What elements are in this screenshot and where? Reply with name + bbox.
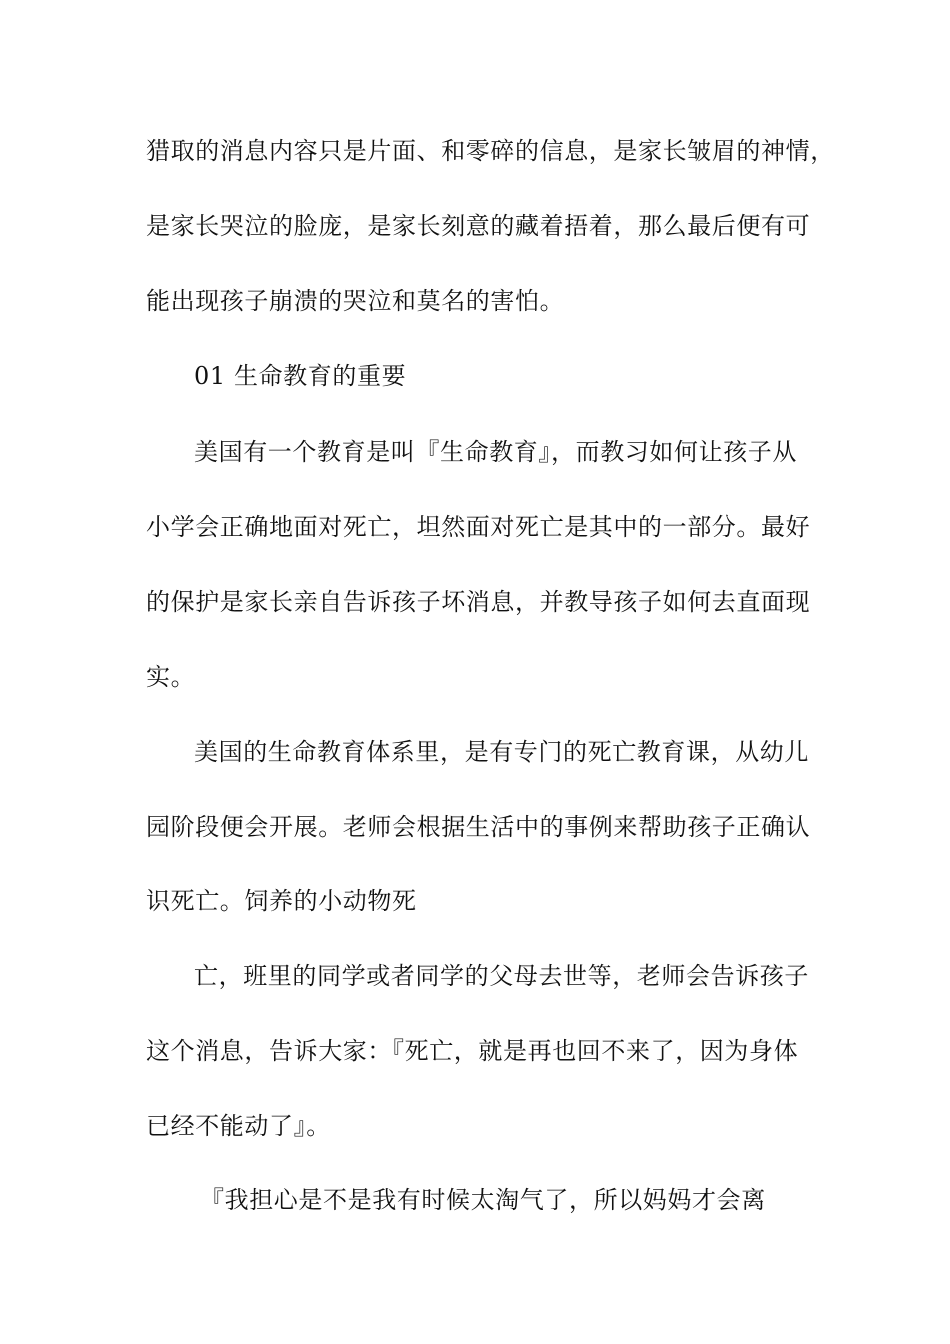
heading-text: 01 生命教育的重要 xyxy=(194,362,407,390)
text-line: 实。 xyxy=(146,663,196,691)
text-line: 能出现孩子崩溃的哭泣和莫名的害怕。 xyxy=(146,287,565,315)
text-line: 小学会正确地面对死亡，坦然面对死亡是其中的一部分。最好 xyxy=(146,513,811,541)
text-line: 亡，班里的同学或者同学的父母去世等，老师会告诉孩子 xyxy=(194,962,809,990)
text-line: 识死亡。饲养的小动物死 xyxy=(146,887,417,915)
text-line: 这个消息，告诉大家：『死亡，就是再也回不来了，因为身体 xyxy=(146,1037,799,1065)
text-line: 的保护是家长亲自告诉孩子坏消息，并教导孩子如何去直面现 xyxy=(146,588,811,616)
text-line: 园阶段便会开展。老师会根据生活中的事例来帮助孩子正确认 xyxy=(146,813,811,841)
text-line: 已经不能动了』。 xyxy=(146,1112,331,1140)
text-line: 是家长哭泣的脸庞，是家长刻意的藏着捂着，那么最后便有可 xyxy=(146,212,811,240)
text-line: 美国有一个教育是叫『生命教育』，而教习如何让孩子从 xyxy=(194,438,797,466)
text-line: 『我担心是不是我有时候太淘气了，所以妈妈才会离 xyxy=(200,1186,766,1214)
text-line: 美国的生命教育体系里，是有专门的死亡教育课，从幼儿 xyxy=(194,738,809,766)
text-line: 猎取的消息内容只是片面、和零碎的信息，是家长皱眉的神情， xyxy=(146,137,835,165)
